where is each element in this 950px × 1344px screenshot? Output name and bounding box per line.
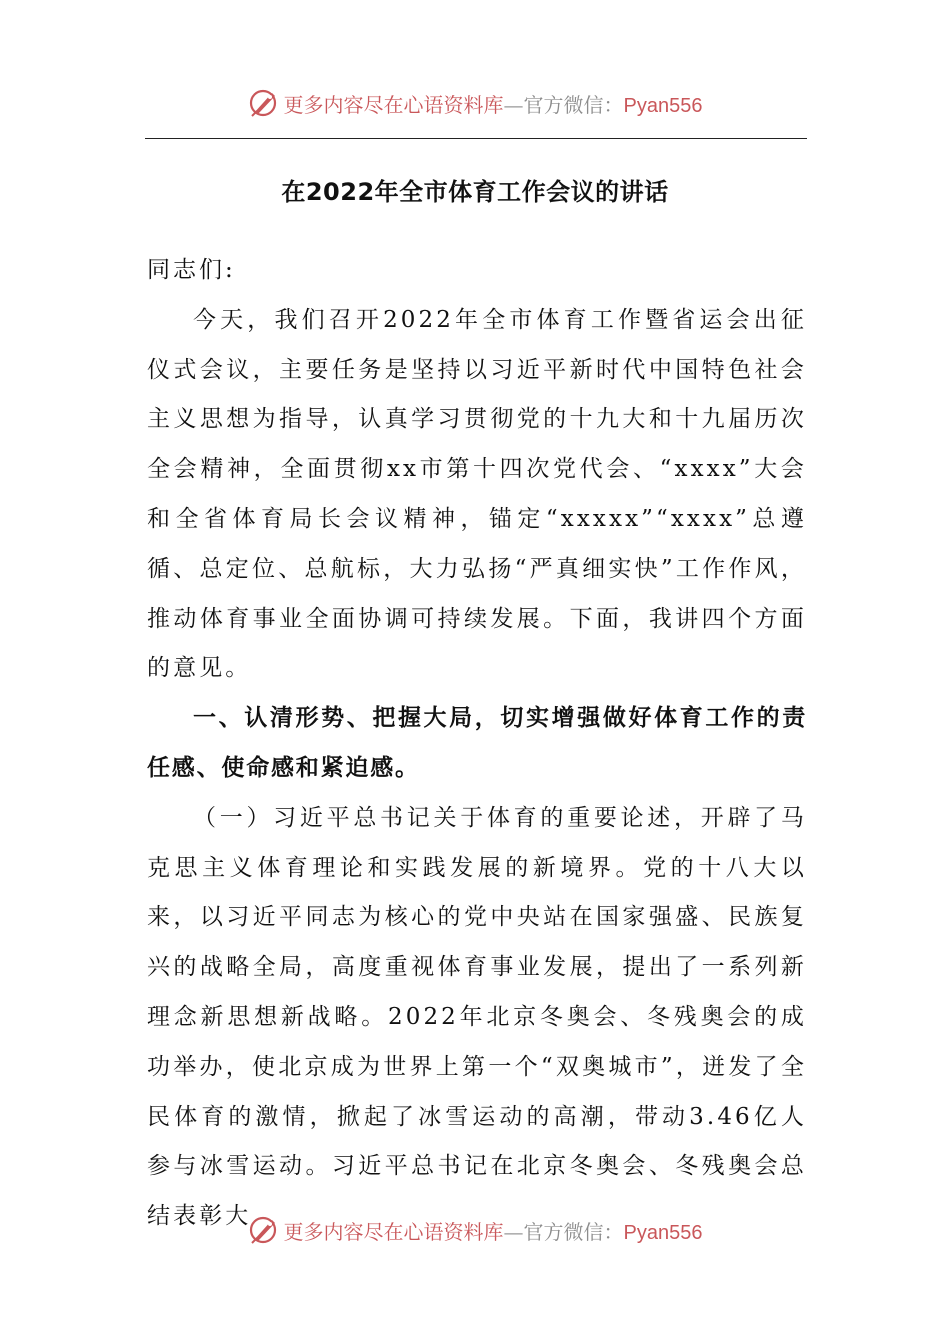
banner-wechat-id: Pyan556 <box>623 1221 703 1244</box>
quill-logo-icon <box>248 87 280 119</box>
banner-separator: — <box>503 92 524 117</box>
section-1-paragraph: （一）习近平总书记关于体育的重要论述，开辟了马克思主义体育理论和实践发展的新境界。党的十八大以来，以习近平同志为核心的党中央站在国家强盛、民族复兴的战略全局，高度重视体育事业发展，提出了一系列新理念新思想新战略。2022年北京冬奥会、冬残奥会的成功举办，使北京成为世界上第一个“双奥城市”，迸发了全民体育的激情，掀起了冰雪运动的高潮，带动3.46亿人参与冰雪运动。习近平总书记在北京冬奥会、冬残奥会总结表彰大 <box>147 804 807 1230</box>
header-divider <box>145 138 807 139</box>
document-body <box>147 246 807 1242</box>
banner-separator: — <box>503 1219 524 1244</box>
header-watermark-banner <box>0 83 950 123</box>
banner-wechat-label: 官方微信： <box>523 1219 624 1244</box>
banner-text <box>284 1216 703 1245</box>
intro-paragraph: 今天，我们召开2022年全市体育工作暨省运会出征仪式会议，主要任务是坚持以习近平新时代中国特色社会主义思想为指导，认真学习贯彻党的十九大和十九届历次全会精神，全面贯彻xx市第十四次党代会、“xxxx”大会和全省体育局长会议精神，锚定“xxxxx”“xxxx”总遵循、总定位、总航标，大力弘扬“严真细实快”工作作风，推动体育事业全面协调可持续发展。下面，我讲四个方面的意见。 <box>147 306 807 682</box>
greeting: 同志们: <box>147 257 236 283</box>
banner-wechat-label: 官方微信： <box>523 92 624 117</box>
banner-wechat-id: Pyan556 <box>623 94 703 117</box>
banner-main-text: 更多内容尽在心语资料库 <box>283 1219 504 1244</box>
document-title: 在2022年全市体育工作会议的讲话 <box>281 178 669 206</box>
banner-main-text: 更多内容尽在心语资料库 <box>283 92 504 117</box>
banner-text <box>284 89 703 118</box>
section-heading-1: 一、认清形势、把握大局，切实增强做好体育工作的责任感、使命感和紧迫感。 <box>147 705 807 781</box>
quill-logo-icon <box>248 1214 280 1246</box>
footer-watermark-banner <box>0 1210 950 1250</box>
